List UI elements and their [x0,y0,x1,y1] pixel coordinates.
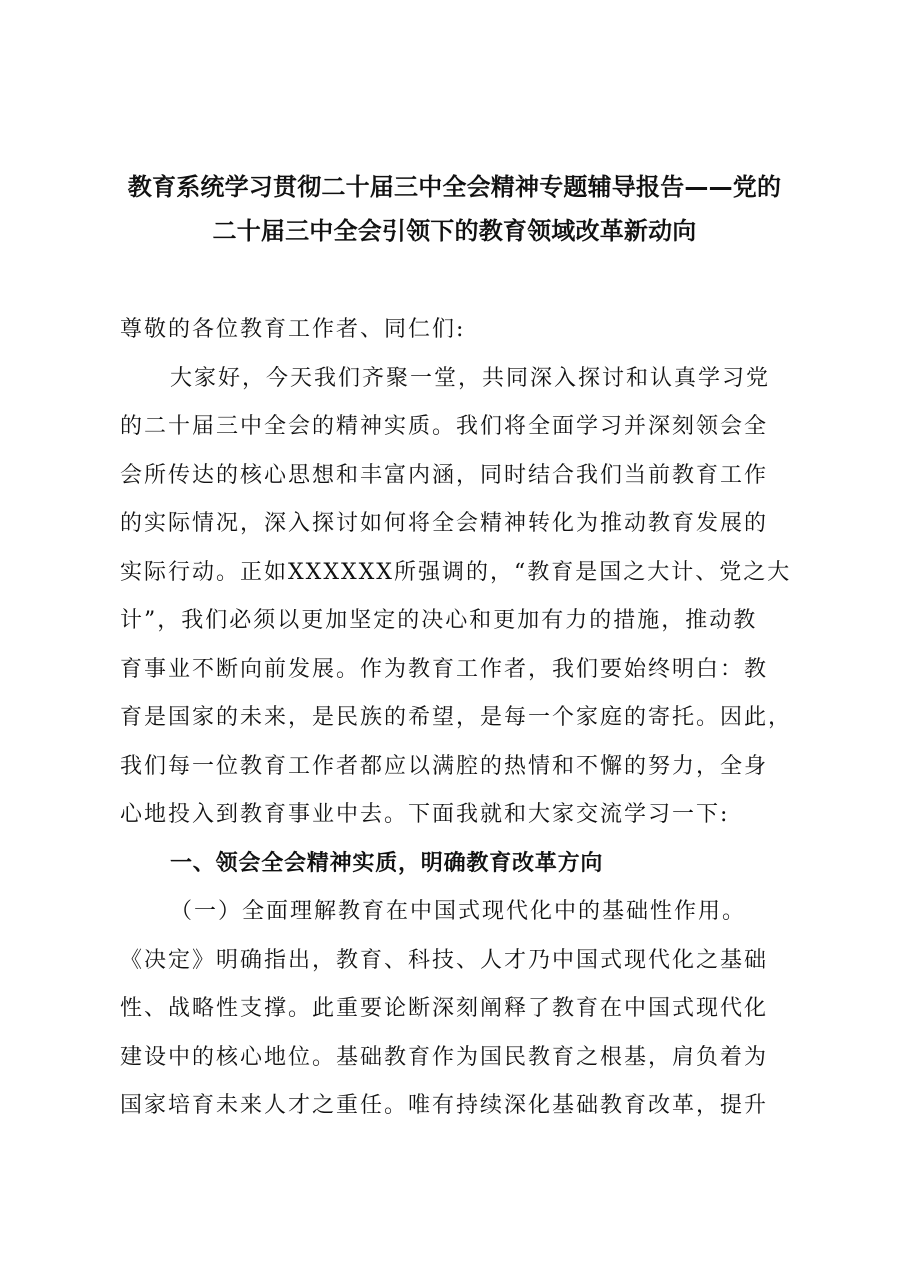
subsection-text-line: 国家培育未来人才之重任。唯有持续深化基础教育改革，提升 [120,1093,769,1118]
title-line: 教育系统学习贯彻二十届三中全会精神专题辅导报告——党的 [127,173,782,201]
title-line: 二十届三中全会引领下的教育领域改革新动向 [212,217,697,245]
intro-line: 我们每一位教育工作者都应以满腔的热情和不懈的努力，全身 [120,753,769,779]
intro-line: 计”，我们必须以更加坚定的决心和更加有力的措施，推动教 [120,608,758,633]
intro-line: 育事业不断向前发展。作为教育工作者，我们要始终明白：教 [120,656,769,682]
intro-line: 大家好，今天我们齐聚一堂，共同深入探讨和认真学习党 [170,365,771,391]
intro-line: 会所传达的核心思想和丰富内涵，同时结合我们当前教育工作 [120,462,769,488]
intro-line: 的二十届三中全会的精神实质。我们将全面学习并深刻领会全 [120,414,769,439]
document-title [118,165,791,253]
document-body [120,306,792,1131]
subsection-text-line: 性、战略性支撑。此重要论断深刻阐释了教育在中国式现代化 [120,996,769,1021]
subsection-heading: （一）全面理解教育在中国式现代化中的基础性作用。 [170,899,747,924]
section-heading: 一、领会全会精神实质，明确教育改革方向 [170,850,604,876]
intro-line: 心地投入到教育事业中去。下面我就和大家交流学习一下: [120,802,730,827]
intro-line: 育是国家的未来，是民族的希望，是每一个家庭的寄托。因此， [120,705,793,730]
subsection-text-line: 《决定》明确指出，教育、科技、人才乃中国式现代化之基础 [120,947,769,973]
subsection-text-line: 建设中的核心地位。基础教育作为国民教育之根基，肩负着为 [120,1044,769,1070]
intro-line: 的实际情况，深入探讨如何将全会精神转化为推动教育发展的 [120,511,769,536]
intro-line: 实际行动。正如XXXXXX所强调的，“教育是国之大计、党之大 [120,559,792,585]
salutation: 尊敬的各位教育工作者、同仁们: [120,317,466,342]
